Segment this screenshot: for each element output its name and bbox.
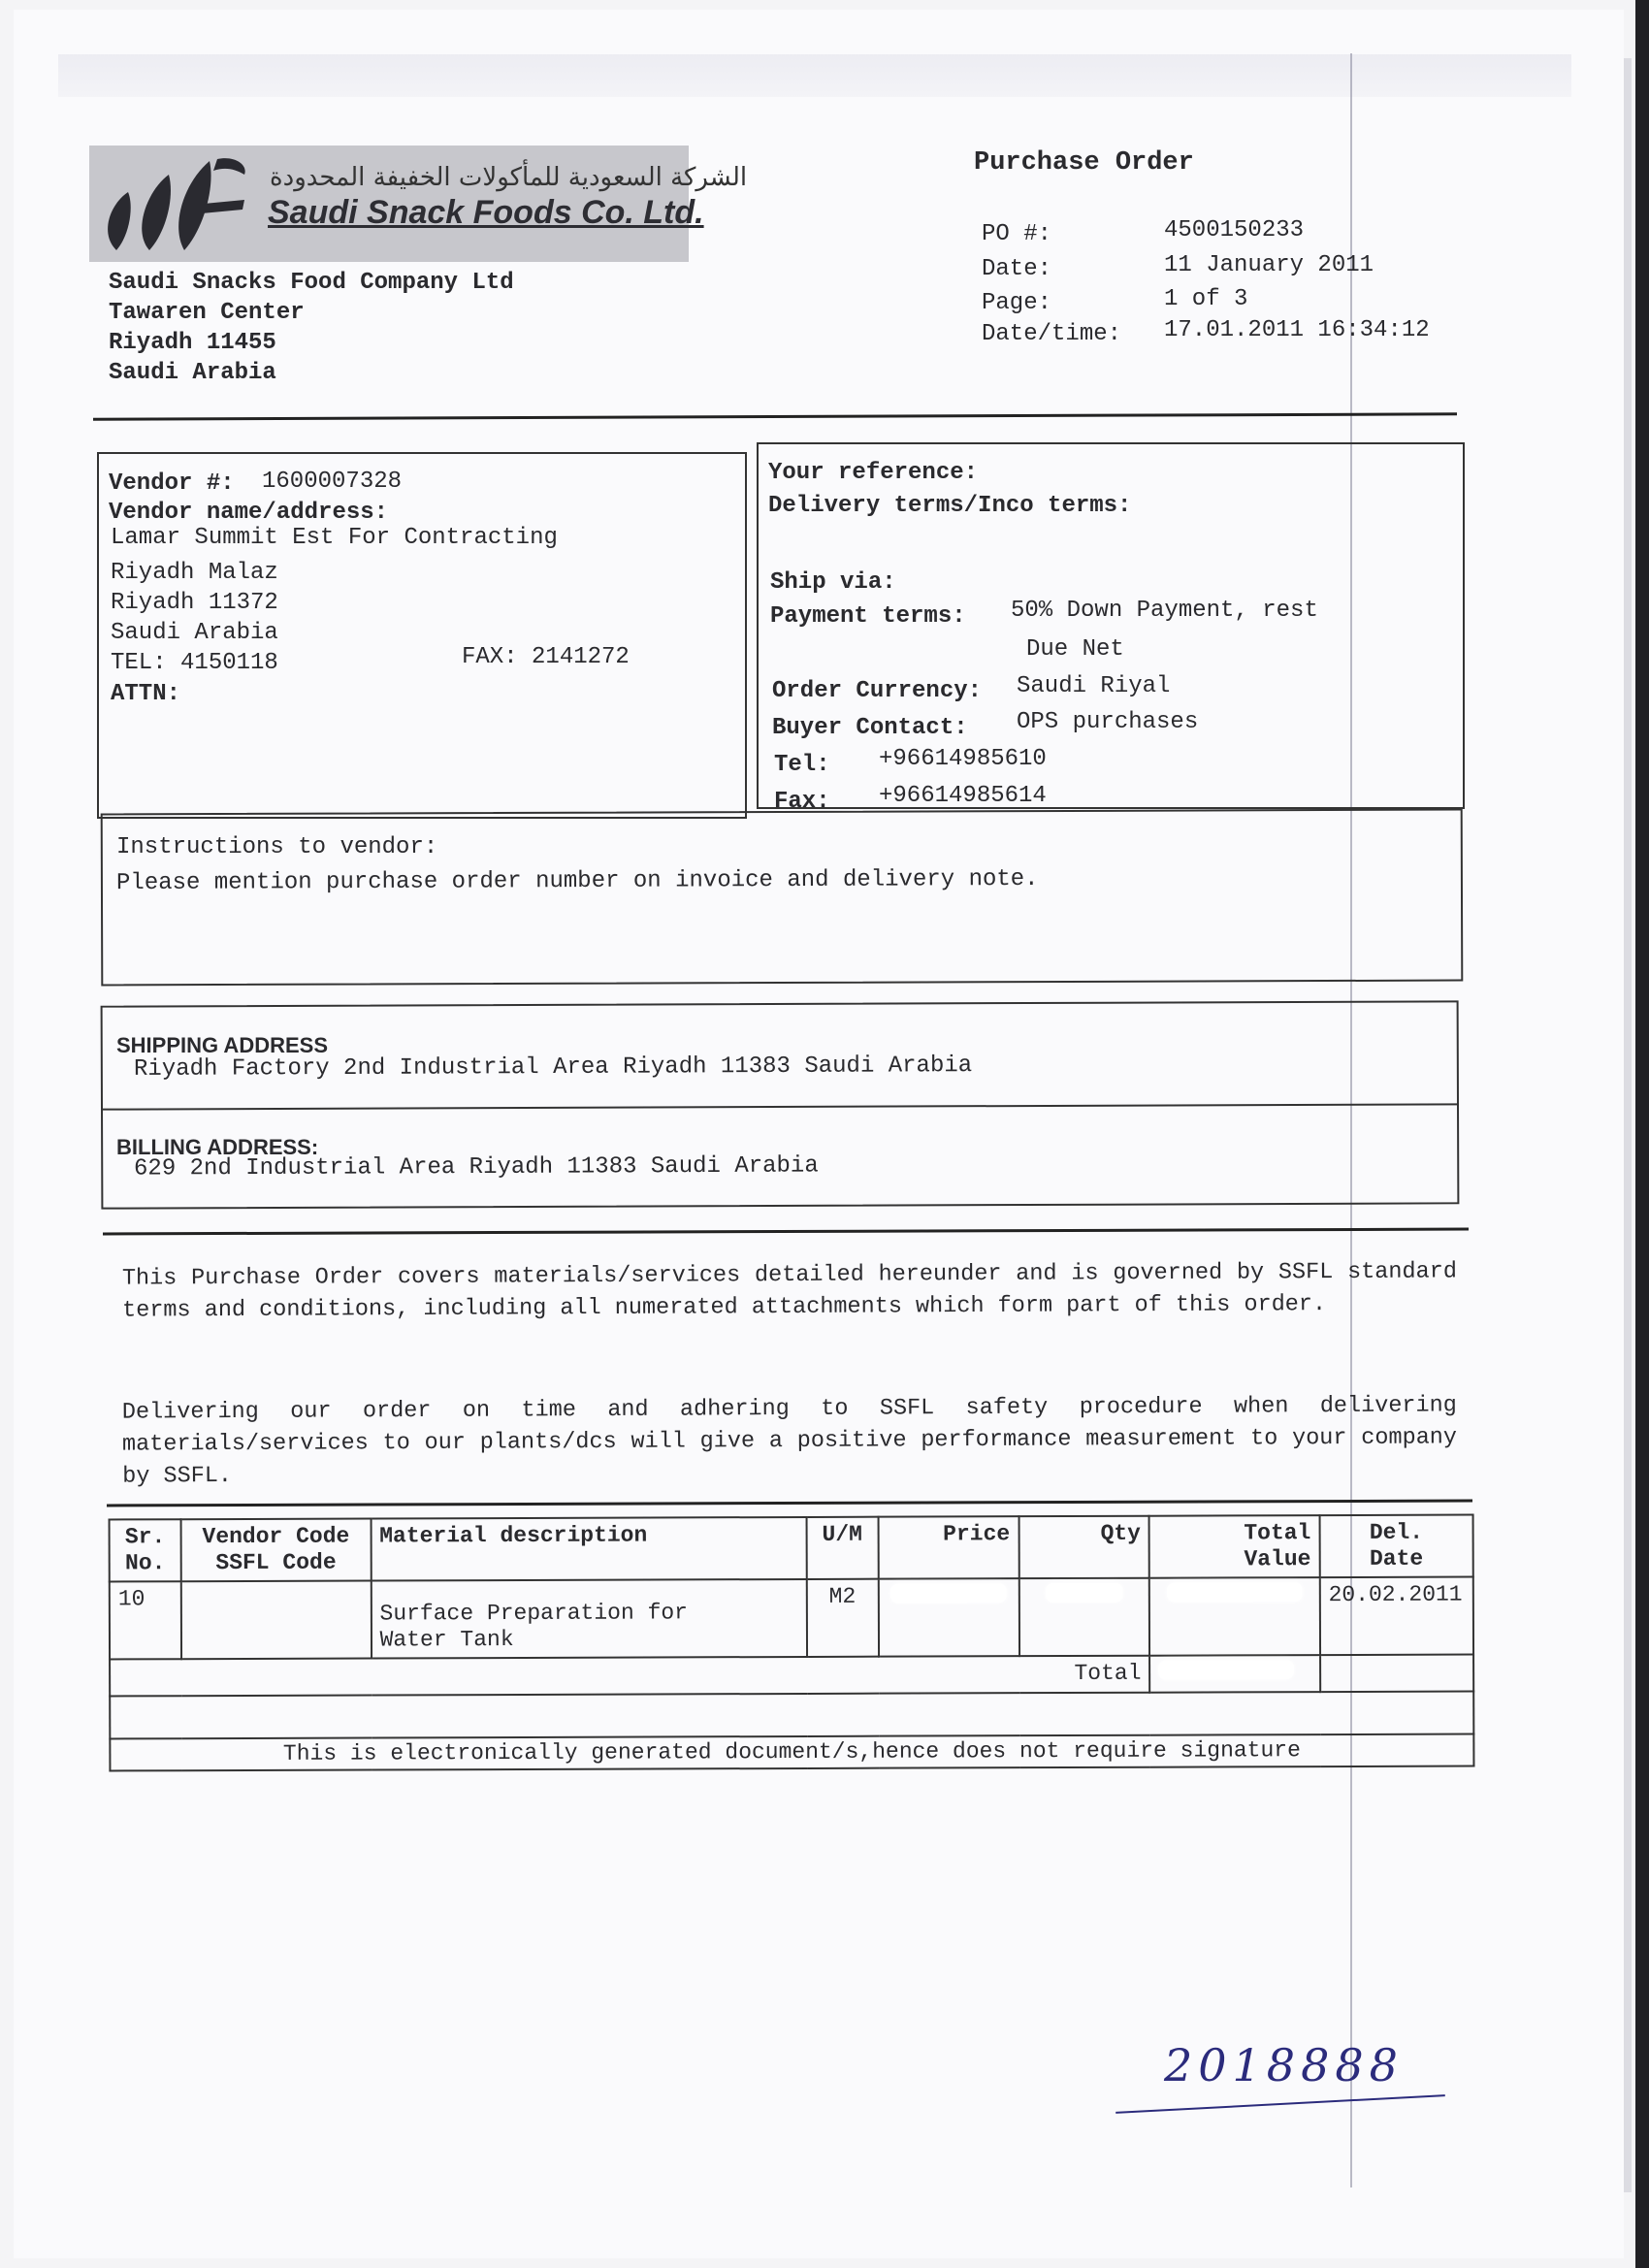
shipping-address-value: Riyadh Factory 2nd Industrial Area Riyadh 11383 Saudi Arabia [133,1053,973,1083]
shipping-address-label: SHIPPING ADDRESS [116,1033,329,1057]
payment-terms-label: Payment terms: [770,603,966,630]
row-total-redacted [1149,1577,1320,1656]
fax-label: Fax: [774,789,830,815]
blank-row [110,1692,1473,1739]
vendor-address-line: Riyadh Malaz [111,560,278,586]
row-vendor-code [181,1581,372,1660]
col-del-date-header: Del. Date [1319,1515,1472,1578]
page-value: 1 of 3 [1164,286,1248,312]
page-label: Page: [982,290,1052,316]
safety-paragraph: Delivering our order on time and adhering to SSFL safety procedure when delivering materials/services to our plants/dcs will give a positive performance measurement to your company by SSFL. [121,1392,1458,1490]
datetime-value: 17.01.2011 16:34:12 [1164,317,1430,343]
total-empty [1320,1655,1473,1693]
total-label: Total [110,1656,1150,1697]
po-number-label: PO #: [982,221,1052,247]
vendor-address-line: Lamar Summit Est For Contracting [111,525,558,551]
buyer-contact-label: Buyer Contact: [772,715,968,741]
table-row [110,1577,1473,1660]
vendor-attn-label: ATTN: [111,681,181,707]
vendor-tel: TEL: 4150118 [111,650,278,676]
total-row [110,1655,1473,1697]
buyer-contact-value: OPS purchases [1017,709,1199,735]
payment-terms-value: 50% Down Payment, rest [1011,598,1318,624]
electronic-notice: This is electronically generated document/s,hence does not require signature [110,1734,1473,1771]
vendor-address-line: Riyadh 11372 [111,590,278,616]
logo-mark-icon [89,146,254,262]
instructions-label: Instructions to vendor: [116,834,438,860]
row-del-date: 20.02.2011 [1320,1577,1474,1656]
row-price-redacted [878,1578,1018,1657]
col-total-value-header: Total Value [1149,1515,1320,1578]
company-address-line: Saudi Arabia [109,360,276,386]
row-sr: 10 [110,1581,181,1659]
date-label: Date: [982,256,1052,282]
company-logo-text: Saudi Snack Foods Co. Ltd. [268,194,704,231]
billing-address-label: BILLING ADDRESS: [116,1135,319,1159]
col-um-header: U/M [806,1517,878,1579]
total-value-redacted [1149,1655,1319,1693]
company-address-line: Riyadh 11455 [109,330,276,356]
order-currency-value: Saudi Riyal [1017,673,1171,699]
row-qty-redacted [1018,1578,1149,1656]
tel-value: +96614985610 [879,746,1047,772]
terms-paragraph: This Purchase Order covers materials/services detailed hereunder and is governed by SSFL standard terms and conditions, including all numerated attachments which form part of this order. [121,1258,1457,1324]
company-name: Saudi Snacks Food Company Ltd [109,270,514,296]
company-address-line: Tawaren Center [109,300,305,326]
ship-via-label: Ship via: [770,569,896,596]
delivery-terms-label: Delivery terms/Inco terms: [768,493,1132,519]
fax-value: +96614985614 [879,783,1047,809]
vendor-number-value: 1600007328 [262,469,403,495]
footer-row [110,1734,1473,1771]
vendor-name-label: Vendor name/address: [109,500,389,526]
handwritten-number: 2018888 [1164,2039,1404,2091]
vendor-number-label: Vendor #: [109,470,235,497]
row-description: Surface Preparation for Water Tank [371,1579,806,1659]
company-arabic-name: الشركة السعودية للمأكولات الخفيفة المحدودة [270,163,748,192]
billing-address-value: 629 2nd Industrial Area Riyadh 11383 Saudi Arabia [133,1152,819,1183]
po-number-value: 4500150233 [1164,217,1305,243]
vendor-address-line: Saudi Arabia [111,620,278,646]
col-price-header: Price [878,1516,1018,1579]
vendor-fax: FAX: 2141272 [462,644,630,670]
order-currency-label: Order Currency: [772,678,983,704]
col-sr-header: Sr. No. [110,1519,181,1581]
date-value: 11 January 2011 [1164,252,1374,278]
payment-terms-value: Due Net [1026,636,1124,663]
col-description-header: Material description [371,1517,806,1581]
scan-edge [1624,58,1632,2192]
col-qty-header: Qty [1018,1516,1149,1578]
your-reference-label: Your reference: [768,460,979,486]
items-table [109,1514,1475,1772]
instructions-text: Please mention purchase order number on invoice and delivery note. [115,865,1039,897]
scan-artifact [58,54,1571,97]
blank-cell [110,1692,1473,1739]
datetime-label: Date/time: [982,321,1122,347]
page-title: Purchase Order [974,148,1194,178]
table-header-row [110,1515,1473,1582]
row-um: M2 [806,1579,878,1657]
scan-border [1635,0,1649,2268]
col-vendor-code-header: Vendor Code SSFL Code [181,1519,372,1582]
tel-label: Tel: [774,752,830,778]
